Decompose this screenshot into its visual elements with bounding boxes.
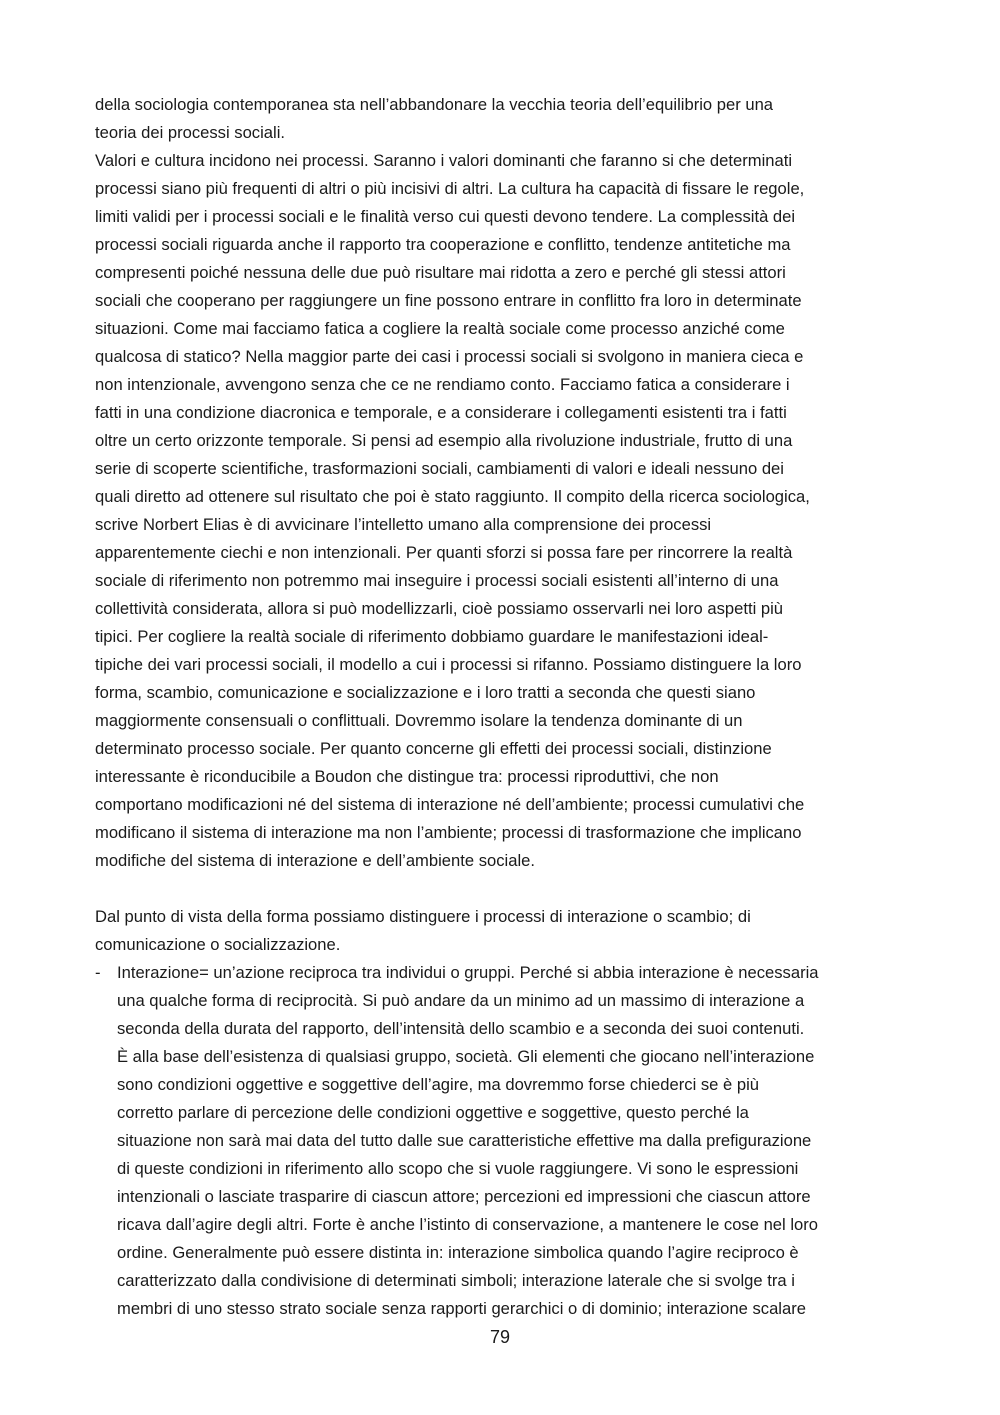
text-line: teoria dei processi sociali. <box>95 123 285 142</box>
text-line: Valori e cultura incidono nei processi. Saranno i valori dominanti che faranno si che determinati <box>95 151 793 170</box>
text-line: sociale di riferimento non potremmo mai inseguire i processi sociali esistenti all’interno di una <box>95 571 779 590</box>
text-line: quali diretto ad ottenere sul risultato che poi è stato raggiunto. Il compito della ricerca sociologica, <box>95 487 810 506</box>
text-line: compresenti poiché nessuna delle due può risultare mai ridotta a zero e perché gli stessi attori <box>95 263 786 282</box>
text-line: forma, scambio, comunicazione e socializzazione e i loro tratti a seconda che questi siano <box>95 683 756 702</box>
bullet-item-interazione <box>95 959 910 1323</box>
text-line: È alla base dell’esistenza di qualsiasi gruppo, società. Gli elementi che giocano nell’interazione <box>117 1047 815 1066</box>
text-line: non intenzionale, avvengono senza che ce ne rendiamo conto. Facciamo fatica a considerare i <box>95 375 790 394</box>
text-line: maggiormente consensuali o conflittuali. Dovremmo isolare la tendenza dominante di un <box>95 711 743 730</box>
text-line: comunicazione o socializzazione. <box>95 935 341 954</box>
text-line: interessante è riconducibile a Boudon che distingue tra: processi riproduttivi, che non <box>95 767 719 786</box>
text-line: di queste condizioni in riferimento allo scopo che si vuole raggiungere. Vi sono le espressioni <box>117 1159 799 1178</box>
text-line: una qualche forma di reciprocità. Si può andare da un minimo ad un massimo di interazione a <box>117 991 805 1010</box>
bullet-dash-marker: - <box>95 963 101 982</box>
text-line: fatti in una condizione diacronica e temporale, e a considerare i collegamenti esistenti tra i fatti <box>95 403 787 422</box>
text-line: corretto parlare di percezione delle condizioni oggettive e soggettive, questo perché la <box>117 1103 749 1122</box>
body-text <box>95 91 910 1323</box>
text-line: qualcosa di statico? Nella maggior parte dei casi i processi sociali si svolgono in maniera cieca e <box>95 347 804 366</box>
paragraph-spacer <box>95 875 910 903</box>
text-line: ordine. Generalmente può essere distinta in: interazione simbolica quando l’agire reciproco è <box>117 1243 799 1262</box>
text-line: apparentemente ciechi e non intenzionali. Per quanti sforzi si possa fare per rincorrere la realtà <box>95 543 793 562</box>
bullet-text <box>95 959 910 1323</box>
text-line: modificano il sistema di interazione ma non l’ambiente; processi di trasformazione che implicano <box>95 823 802 842</box>
text-line: determinato processo sociale. Per quanto concerne gli effetti dei processi sociali, distinzione <box>95 739 772 758</box>
paragraph-2 <box>95 903 910 959</box>
text-line: intenzionali o lasciate trasparire di ciascun attore; percezioni ed impressioni che ciascun attore <box>117 1187 811 1206</box>
text-line: collettività considerata, allora si può modellizzarli, cioè possiamo osservarli nei loro aspetti più <box>95 599 784 618</box>
text-line: situazioni. Come mai facciamo fatica a cogliere la realtà sociale come processo anziché come <box>95 319 785 338</box>
text-line: scrive Norbert Elias è di avvicinare l’intelletto umano alla comprensione dei processi <box>95 515 712 534</box>
text-line: limiti validi per i processi sociali e le finalità verso cui questi devono tendere. La complessità dei <box>95 207 796 226</box>
page-number: 79 <box>489 1327 511 1347</box>
paragraph-1 <box>95 91 910 875</box>
text-line: Dal punto di vista della forma possiamo distinguere i processi di interazione o scambio; di <box>95 907 751 926</box>
text-line: sociali che cooperano per raggiungere un fine possono entrare in conflitto fra loro in determinate <box>95 291 802 310</box>
text-line: della sociologia contemporanea sta nell’abbandonare la vecchia teoria dell’equilibrio per una <box>95 95 774 114</box>
text-line: serie di scoperte scientifiche, trasformazioni sociali, cambiamenti di valori e ideali nessuno dei <box>95 459 784 478</box>
text-line: processi siano più frequenti di altri o più incisivi di altri. La cultura ha capacità di fissare le regole, <box>95 179 805 198</box>
text-line: tipici. Per cogliere la realtà sociale di riferimento dobbiamo guardare le manifestazioni ideal- <box>95 627 769 646</box>
text-line: modifiche del sistema di interazione e dell’ambiente sociale. <box>95 851 535 870</box>
text-line: ricava dall’agire degli altri. Forte è anche l’istinto di conservazione, a mantenere le cose nel loro <box>117 1215 818 1234</box>
text-line: membri di uno stesso strato sociale senza rapporti gerarchici o di dominio; interazione scalare <box>117 1299 806 1318</box>
text-line: situazione non sarà mai data del tutto dalle sue caratteristiche effettive ma dalla prefigurazione <box>117 1131 812 1150</box>
text-line: comportano modificazioni né del sistema di interazione né dell’ambiente; processi cumulativi che <box>95 795 805 814</box>
text-line: sono condizioni oggettive e soggettive dell’agire, ma dovremmo forse chiederci se è più <box>117 1075 759 1094</box>
text-line: caratterizzato dalla condivisione di determinati simboli; interazione laterale che si svolge tra i <box>117 1271 795 1290</box>
text-line: processi sociali riguarda anche il rapporto tra cooperazione e conflitto, tendenze antitetiche ma <box>95 235 791 254</box>
text-line: Interazione= un’azione reciproca tra individui o gruppi. Perché si abbia interazione è necessaria <box>117 963 819 982</box>
text-line: tipiche dei vari processi sociali, il modello a cui i processi si rifanno. Possiamo distinguere la loro <box>95 655 802 674</box>
text-line: seconda della durata del rapporto, dell’intensità dello scambio e a seconda dei suoi contenuti. <box>117 1019 805 1038</box>
text-line: oltre un certo orizzonte temporale. Si pensi ad esempio alla rivoluzione industriale, frutto di una <box>95 431 793 450</box>
